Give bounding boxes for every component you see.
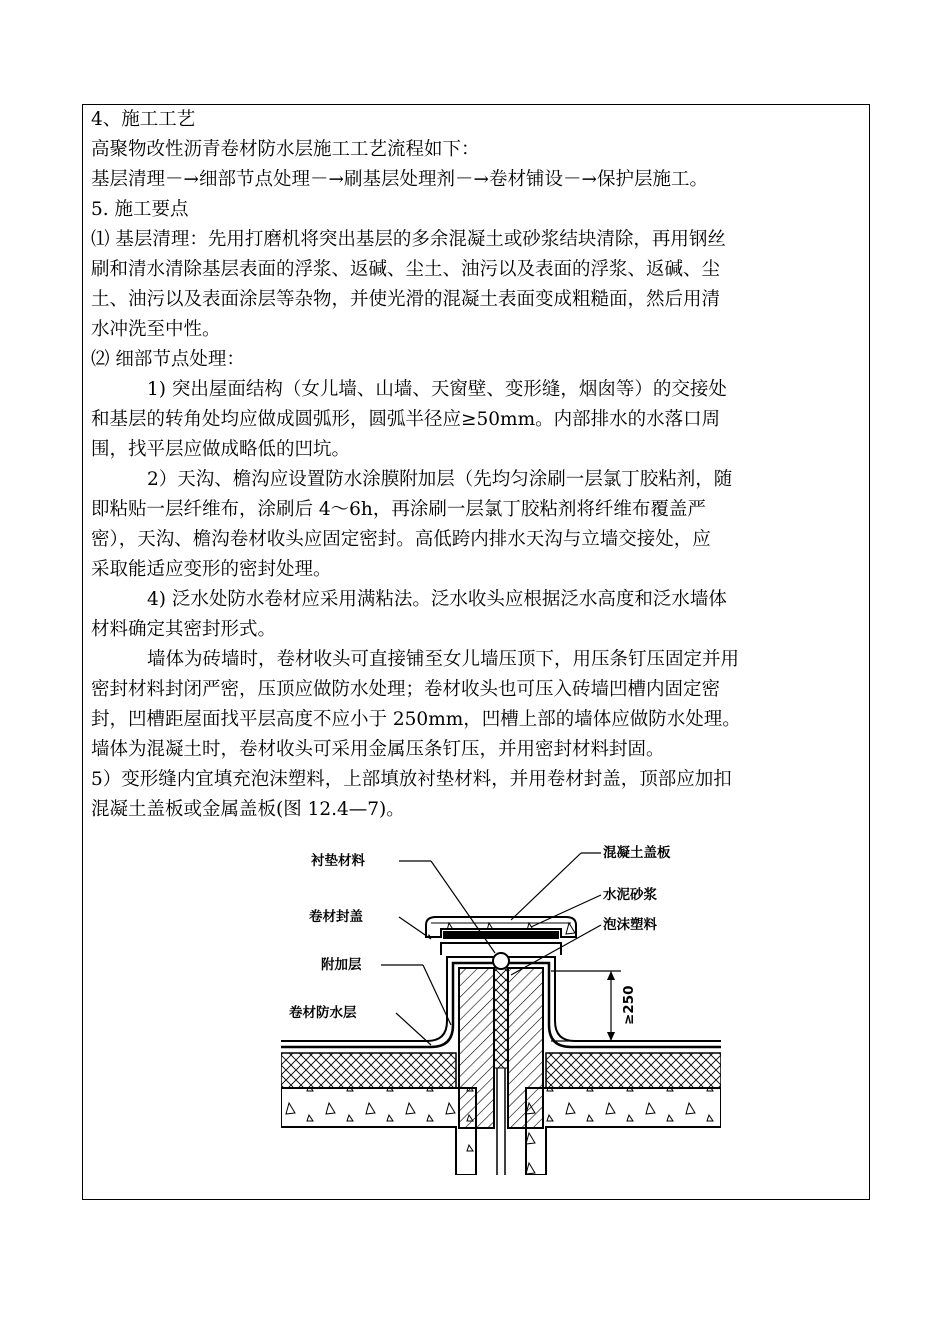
paragraph: 即粘贴一层纤维布，涂刷后 4～6h，再涂刷一层氯丁胶粘剂将纤维布覆盖严 [91,499,706,520]
paragraph: 墙体为混凝土时，卷材收头可采用金属压条钉压，并用密封材料封固。 [91,739,665,760]
label-foam-plastic: 泡沫塑料 [603,917,657,933]
paragraph: 材料确定其密封形式。 [91,619,277,640]
label-membrane-layer: 卷材防水层 [289,1005,357,1021]
process-flow: 基层清理－→细部节点处理－→刷基层处理剂－→卷材铺设－→保护层施工。 [91,169,709,190]
paragraph: 混凝土盖板或金属盖板(图 12.4—7)。 [91,799,405,820]
label-concrete-cover: 混凝土盖板 [603,845,671,861]
paragraph: 和基层的转角处均应做成圆弧形，圆弧半径应≥50mm。内部排水的水落口周 [91,409,721,430]
label-cement-mortar: 水泥砂浆 [603,887,657,903]
paragraph: 4) 泛水处防水卷材应采用满粘法。泛水收头应根据泛水高度和泛水墙体 [147,589,727,610]
document-body [91,105,861,825]
paragraph: 土、油污以及表面涂层等杂物，并使光滑的混凝土表面变成粗糙面，然后用清 [91,289,721,310]
paragraph: ⑵ 细部节点处理： [91,349,245,370]
paragraph: 密），天沟、檐沟卷材收头应固定密封。高低跨内排水天沟与立墙交接处，应 [91,529,711,550]
expansion-joint-diagram [281,825,721,1175]
paragraph: 1) 突出屋面结构（女儿墙、山墙、天窗壁、变形缝，烟囱等）的交接处 [147,379,727,400]
document-frame [82,104,870,1200]
dimension-250 [551,971,621,1041]
backer-rod [493,953,509,969]
paragraph: 5）变形缝内宜填充泡沫塑料，上部填放衬垫材料，并用卷材封盖，顶部应加扣 [91,769,732,790]
paragraph: 2）天沟、檐沟应设置防水涂膜附加层（先均匀涂刷一层氯丁胶粘剂，随 [147,469,733,490]
label-dimension: ≥250 [621,985,637,1025]
cover-board [426,917,576,939]
paragraph: 围，找平层应做成略低的凹坑。 [91,439,351,460]
paragraph: 密封材料封闭严密，压顶应做防水处理；卷材收头也可压入砖墙凹槽内固定密 [91,679,721,700]
label-additional-layer: 附加层 [321,957,362,973]
diagram-svg [281,825,721,1175]
paragraph: 采取能适应变形的密封处理。 [91,559,332,580]
paragraph: 水冲洗至中性。 [91,319,221,340]
foam-filler [494,968,508,1175]
label-membrane-cap: 卷材封盖 [309,909,363,925]
paragraph: 高聚物改性沥青卷材防水层施工工艺流程如下： [91,139,480,160]
paragraph: 刷和清水清除基层表面的浮浆、返碱、尘土、油污以及表面的浮浆、返碱、尘 [91,259,721,280]
section-heading: 5. 施工要点 [91,199,189,220]
paragraph: 墙体为砖墙时，卷材收头可直接铺至女儿墙压顶下，用压条钉压固定并用 [147,649,740,670]
concrete-slab [281,1088,721,1175]
paragraph: ⑴ 基层清理：先用打磨机将突出基层的多余混凝土或砂浆结块清除，再用钢丝 [91,229,726,250]
label-backing-material: 衬垫材料 [311,853,365,869]
section-heading: 4、施工工艺 [91,109,196,130]
paragraph: 封，凹槽距屋面找平层高度不应小于 250mm，凹槽上部的墙体应做防水处理。 [91,709,741,730]
